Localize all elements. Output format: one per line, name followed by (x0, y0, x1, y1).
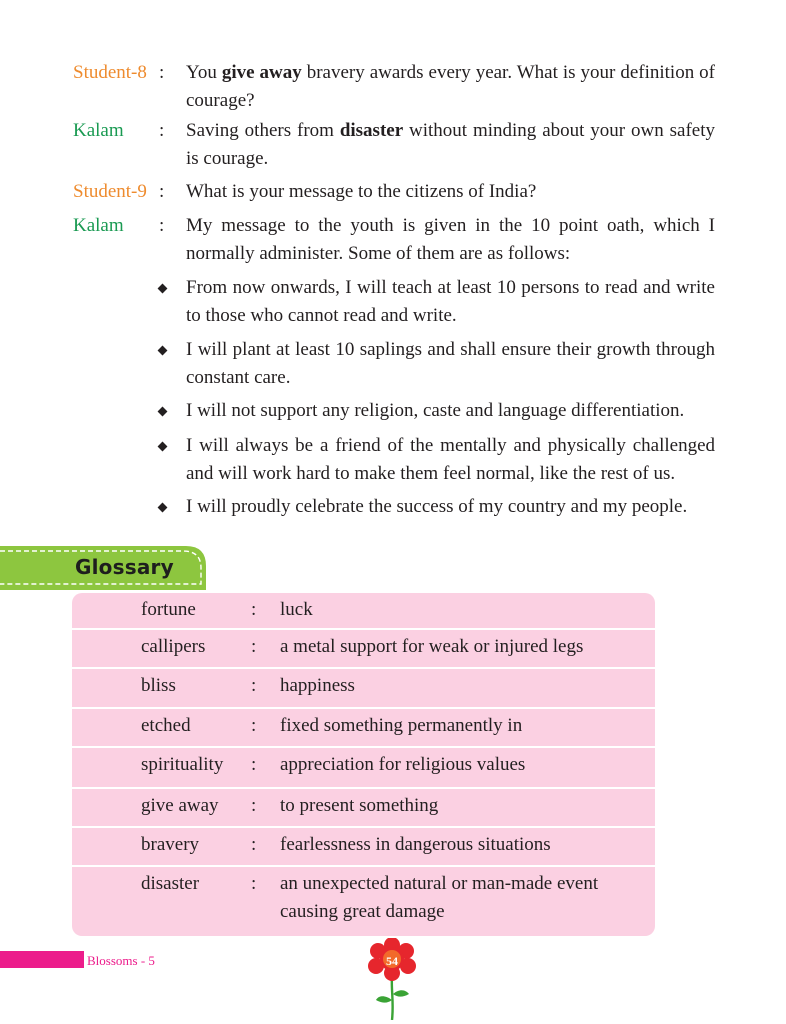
glossary-colon: : (251, 715, 257, 736)
speaker-name: Kalam (73, 215, 124, 236)
speaker-name: Student-8 (73, 62, 147, 83)
flower-icon (367, 938, 417, 1020)
glossary-row (72, 828, 655, 867)
glossary-term: bravery (141, 834, 200, 855)
glossary-row (72, 630, 655, 669)
oath-bullet-item: I will always be a friend of the mentally and physically challenged and will work hard to make them feel normal, like the rest of us. (186, 432, 715, 487)
glossary-term: give away (141, 795, 219, 816)
glossary-colon: : (251, 754, 257, 775)
glossary-meaning: fixed something permanently in (280, 715, 523, 736)
oath-bullet-item: From now onwards, I will teach at least 10 persons to read and write to those who cannot read and write. (186, 274, 715, 329)
oath-bullet-item: I will plant at least 10 saplings and shall ensure their growth through constant care. (186, 336, 715, 391)
footer-color-bar (0, 951, 84, 968)
speaker-colon: : (159, 215, 165, 236)
glossary-meaning: an unexpected natural or man-made event causing great damage (280, 873, 599, 922)
glossary-row (72, 789, 655, 828)
diamond-bullet-icon (158, 503, 168, 513)
speech-text: My message to the youth is given in the 10 point oath, which I normally administer. Some of them are as follows: (186, 215, 715, 264)
glossary-meaning: appreciation for religious values (280, 754, 526, 775)
glossary-meaning: a metal support for weak or injured legs (280, 636, 584, 657)
glossary-term: etched (141, 715, 191, 736)
glossary-term: spirituality (141, 754, 224, 775)
diamond-bullet-icon (158, 442, 168, 452)
glossary-meaning: happiness (280, 675, 355, 696)
glossary-row (72, 867, 655, 936)
glossary-colon: : (251, 873, 257, 894)
oath-bullet-item: I will not support any religion, caste and language differentiation. (186, 397, 715, 425)
diamond-bullet-icon (158, 407, 168, 417)
glossary-title: Glossary (75, 555, 174, 579)
speech-text: You give away bravery awards every year. What is your definition of courage? (186, 62, 716, 111)
diamond-bullet-icon (158, 284, 168, 294)
glossary-term: callipers (141, 636, 206, 657)
oath-bullet-item: I will proudly celebrate the success of my country and my people. (186, 493, 715, 521)
page-number: 54 (386, 954, 398, 968)
glossary-table (72, 593, 655, 936)
diamond-bullet-icon (158, 346, 168, 356)
glossary-term: fortune (141, 599, 196, 620)
highlighted-word: disaster (339, 120, 404, 141)
glossary-term: disaster (141, 873, 200, 894)
glossary-colon: : (251, 599, 257, 620)
highlighted-word: give away (221, 62, 302, 83)
speaker-colon: : (159, 181, 165, 202)
speaker-name: Kalam (73, 120, 124, 141)
speech-text: What is your message to the citizens of India? (186, 181, 537, 202)
footer-book-title: Blossoms - 5 (87, 953, 155, 968)
glossary-row (72, 709, 655, 748)
glossary-meaning: luck (280, 599, 313, 620)
glossary-meaning: to present something (280, 795, 439, 816)
glossary-colon: : (251, 795, 257, 816)
glossary-row (72, 593, 655, 630)
speaker-colon: : (159, 62, 165, 83)
glossary-colon: : (251, 636, 257, 657)
glossary-colon: : (251, 834, 257, 855)
glossary-term: bliss (141, 675, 176, 696)
speaker-colon: : (159, 120, 165, 141)
glossary-colon: : (251, 675, 257, 696)
speaker-name: Student-9 (73, 181, 147, 202)
glossary-row (72, 748, 655, 789)
speech-text: Saving others from disaster without minding about your own safety is courage. (186, 120, 715, 169)
glossary-row (72, 669, 655, 709)
glossary-meaning: fearlessness in dangerous situations (280, 834, 551, 855)
